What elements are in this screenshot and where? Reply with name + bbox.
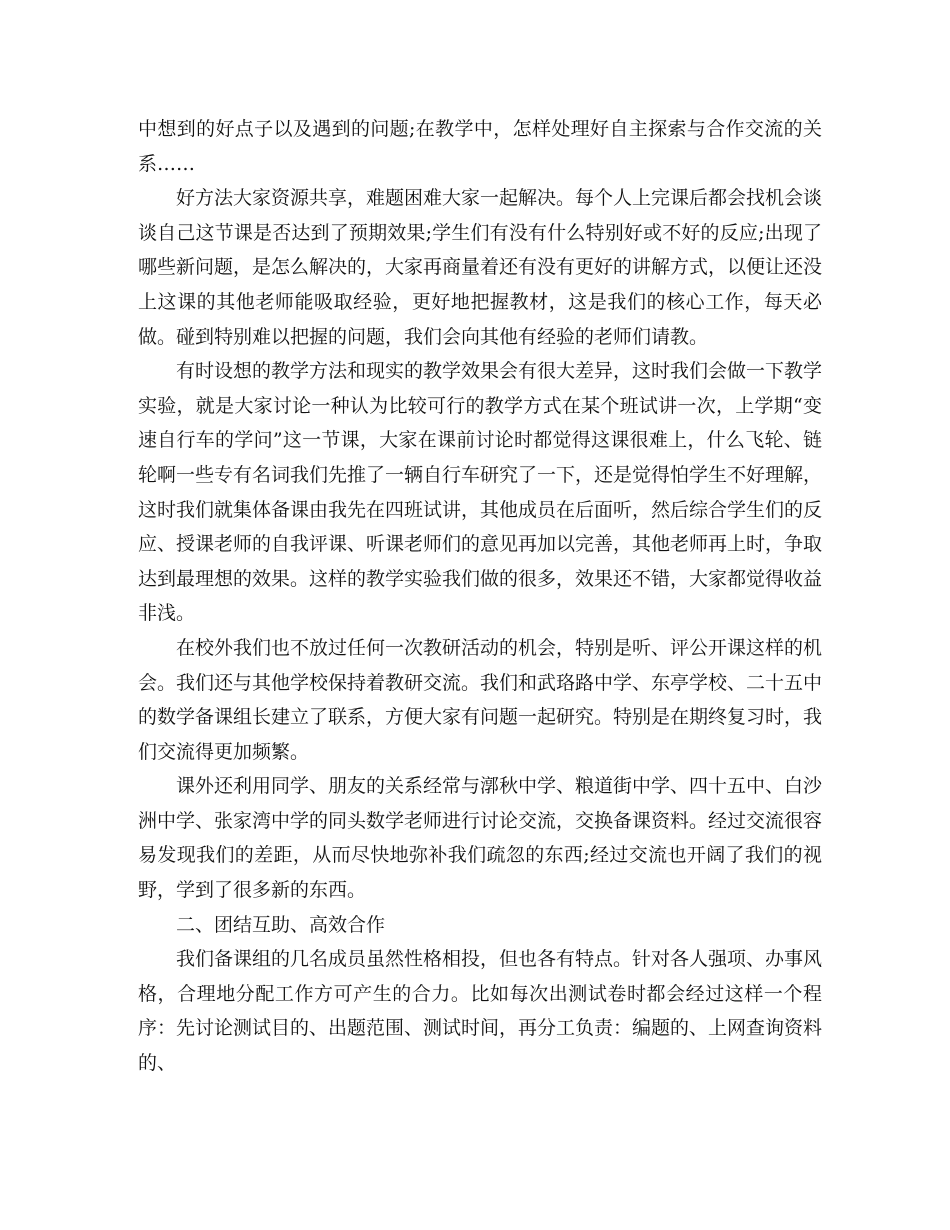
paragraph-resource-sharing: 好方法大家资源共享，难题困难大家一起解决。每个人上完课后都会找机会谈谈自己这节课是否达到了预期效果;学生们有没有什么特别好或不好的反应;出现了哪些新问题，是怎么解决的，大家再商量着还有没有更好的讲解方式，以便让还没上这课的其他老师能吸取经验，更好地把握教材，这是我们的核心工作，每天必做。碰到特别难以把握的问题，我们会向其他有经验的老师们请教。 bbox=[138, 187, 823, 348]
paragraph-cooperation: 我们备课组的几名成员虽然性格相投，但也各有特点。针对各人强项、办事风格，合理地分配工作方可产生的合力。比如每次出测试卷时都会经过这样一个程序：先讨论测试目的、出题范围、测试时间，再分工负责：编题的、上网查询资料的、 bbox=[138, 948, 823, 1075]
section-heading: 二、团结互助、高效合作 bbox=[176, 913, 386, 936]
paragraph-teaching-experiment: 有时设想的教学方法和现实的教学效果会有很大差异，这时我们会做一下教学实验，就是大家讨论一种认为比较可行的教学方式在某个班试讲一次，上学期“变速自行车的学问”这一节课，大家在课前讨论时都觉得这课很难上，什么飞轮、链轮啊一些专有名词我们先推了一辆自行车研究了一下，还是觉得怕学生不好理解，这时我们就集体备课由我先在四班试讲，其他成员在后面听，然后综合学生们的反应、授课老师的自我评课、听课老师们的意见再加以完善，其他老师再上时，争取达到最理想的效果。这样的教学实验我们做的很多，效果还不错，大家都觉得收益非浅。 bbox=[138, 360, 823, 625]
document-body bbox=[138, 112, 822, 1081]
paragraph-peer-discussion: 课外还利用同学、朋友的关系经常与漷秋中学、粮道街中学、四十五中、白沙洲中学、张家湾中学的同头数学老师进行讨论交流，交换备课资料。经过交流很容易发现我们的差距，从而尽快地弥补我们疏忽的东西;经过交流也开阔了我们的视野，学到了很多新的东西。 bbox=[138, 775, 823, 902]
paragraph-external-exchange: 在校外我们也不放过任何一次教研活动的机会，特别是听、评公开课这样的机会。我们还与其他学校保持着教研交流。我们和武珞路中学、东亭学校、二十五中的数学备课组长建立了联系，方便大家有问题一起研究。特别是在期终复习时，我们交流得更加频繁。 bbox=[138, 636, 823, 763]
paragraph-continued: 中想到的好点子以及遇到的问题;在教学中，怎样处理好自主探索与合作交流的关系…… bbox=[138, 118, 822, 175]
